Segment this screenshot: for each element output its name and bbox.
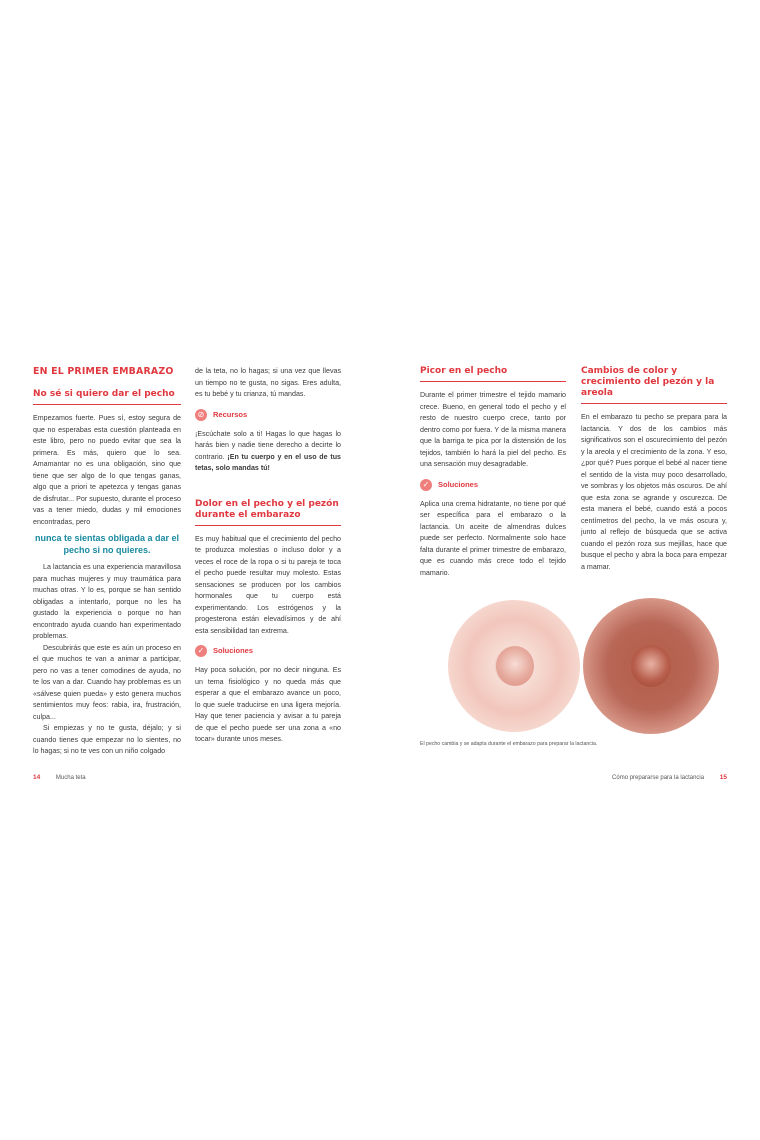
running-title: Cómo prepararse para la lactancia	[612, 775, 705, 781]
paragraph: En el embarazo tu pecho se prepara para la lactancia. Y dos de los cambios más significativos son el oscurecimiento del pezón y la areola y el crecimiento de la zona. Y eso, ¿por qué? Pues porque el bebé al nacer tiene el sentido de la vista muy poco desarrollado, ve sombras y los objetos más oscuros. De ahí que esta zona se agrande y oscurezca. De esta manera el bebé, cuando está a pocos centímetros del pecho, la ve más oscura y, junto al reflejo de búsqueda que se activa cuando el pezón roza sus mejillas, hace que busque el pecho y abra la boca para empezar a mamar.	[581, 413, 727, 571]
resources-text: ¡Escúchate solo a ti! Hagas lo que hagas lo harás bien y nadie tiene derecho a decirte lo contrario.	[195, 429, 341, 461]
paragraph: Aplica una crema hidratante, no tiene por qué ser específica para el embarazo o la lactancia. Un aceite de almendras dulces puede ser perfecto. Normalmente solo hace falta durante el primer trimestre de embarazo, que es cuando más crece todo el tejido mamario.	[420, 499, 566, 577]
paragraph: Empezamos fuerte. Pues sí, estoy segura de que no esperabas esta cuestión planteada en este libro, pero no puedo evitar que sea la primera. Es más, quiero que lo sea. Amamantar no es una obligación, sino que tiene que ser algo de lo que tengas ganas, algo que a priori te apetezca y tengas ganas de disfrutar... Por supuesto, durante el proceso vas a tener miedo, dudas y mil emociones encontradas, pero	[33, 414, 181, 526]
resources-paragraph	[195, 429, 341, 475]
paragraph: Si empiezas y no te gusta, déjalo; y si cuando tienes que empezar no lo sientes, no lo hagas; si no te ves con un niño colgado	[33, 724, 181, 755]
dark-nipple-image	[631, 645, 671, 687]
pull-quote: nunca te sientas obligada a dar el pecho si no quieres.	[34, 533, 180, 555]
solutions-label-row	[195, 645, 341, 657]
right-footer	[612, 774, 727, 781]
solutions-label: Soluciones	[213, 646, 254, 656]
paragraph: Es muy habitual que el crecimiento del pecho te produzca molestias o incluso dolor y a veces el roce de la ropa o si tu pareja te toca el pecho puede resultar muy molesto. Estas sensaciones se producen por los cambios hormonales que tu cuerpo está experimentando. Los estrógenos y la progesterona están elevadísimos y de ahí esta sensibilidad tan extrema.	[195, 534, 341, 635]
checkmark-icon: ✓	[195, 645, 207, 657]
figure-caption: El pecho cambia y se adapta durante el embarazo para preparar la lactancia.	[420, 741, 598, 747]
running-title: Mucha teta	[55, 775, 86, 781]
left-column-1	[33, 366, 181, 758]
subtitle-picor-en-el-pecho: Picor en el pecho	[420, 366, 566, 382]
right-column-1	[420, 366, 566, 579]
solutions-label-row	[420, 479, 566, 491]
paragraph: La lactancia es una experiencia maravillosa para muchas mujeres y muy traumática para muchas otras. Y lo es, porque se han sentido obligadas a intentarlo, porque no les ha gustado la experiencia o porque no han encontrado ayuda cuando han experimentado problemas.	[33, 563, 181, 640]
light-nipple-image	[496, 646, 534, 686]
paragraph: Descubrirás que este es aún un proceso en el que muchos te van a animar a participar, pero no vas a tener comodines de ayuda, no te los van a dar. Cuando hay problemas es un «sálvese quien pueda» y esto genera muchos sentimientos muy feos: rabia, ira, frustración, culpa...	[33, 643, 181, 721]
solutions-label: Soluciones	[438, 479, 479, 489]
left-column-2	[195, 366, 341, 746]
page-number: 15	[719, 774, 727, 781]
link-icon: ⊘	[195, 409, 207, 421]
checkmark-icon: ✓	[420, 479, 432, 491]
subtitle-cambios-de-color: Cambios de color y crecimiento del pezón y la areola	[581, 366, 727, 404]
page-number: 14	[33, 774, 41, 781]
right-column-2	[581, 366, 727, 573]
paragraph: de la teta, no lo hagas; si una vez que llevas un tiempo no te gusta, no sigas. Eres adulta, es tu bebé y tu crianza, tú mandas.	[195, 367, 341, 398]
resources-label: Recursos	[213, 409, 248, 419]
paragraph: Hay poca solución, por no decir ninguna. Es un tema fisiológico y no queda más que esperar a que el embarazo avance un poco, lo que suele traducirse en una ligera mejoría. Hay que tener paciencia y avisar a tu pareja de que el pecho puede ser una zona a «no tocar» durante unos meses.	[195, 666, 341, 743]
resources-bold-text: ¡En tu cuerpo y en el uso de tus tetas, solo mandas tú!	[195, 452, 341, 472]
resources-label-row	[195, 409, 341, 421]
subtitle-dolor-en-el-pecho: Dolor en el pecho y el pezón durante el embarazo	[195, 499, 341, 526]
left-footer	[33, 774, 86, 781]
subtitle-no-se-si-quiero: No sé si quiero dar el pecho	[33, 389, 181, 405]
paragraph: Durante el primer trimestre el tejido mamario crece. Bueno, en general todo el pecho y el resto de nuestro cuerpo crece, tanto por dentro como por fuera. Y de la misma manera que la barriga te pica por la distensión de los tejidos, también lo hará la piel del pecho. Es una sensación muy desagradable.	[420, 391, 566, 468]
section-title: EN EL PRIMER EMBARAZO	[33, 366, 174, 377]
